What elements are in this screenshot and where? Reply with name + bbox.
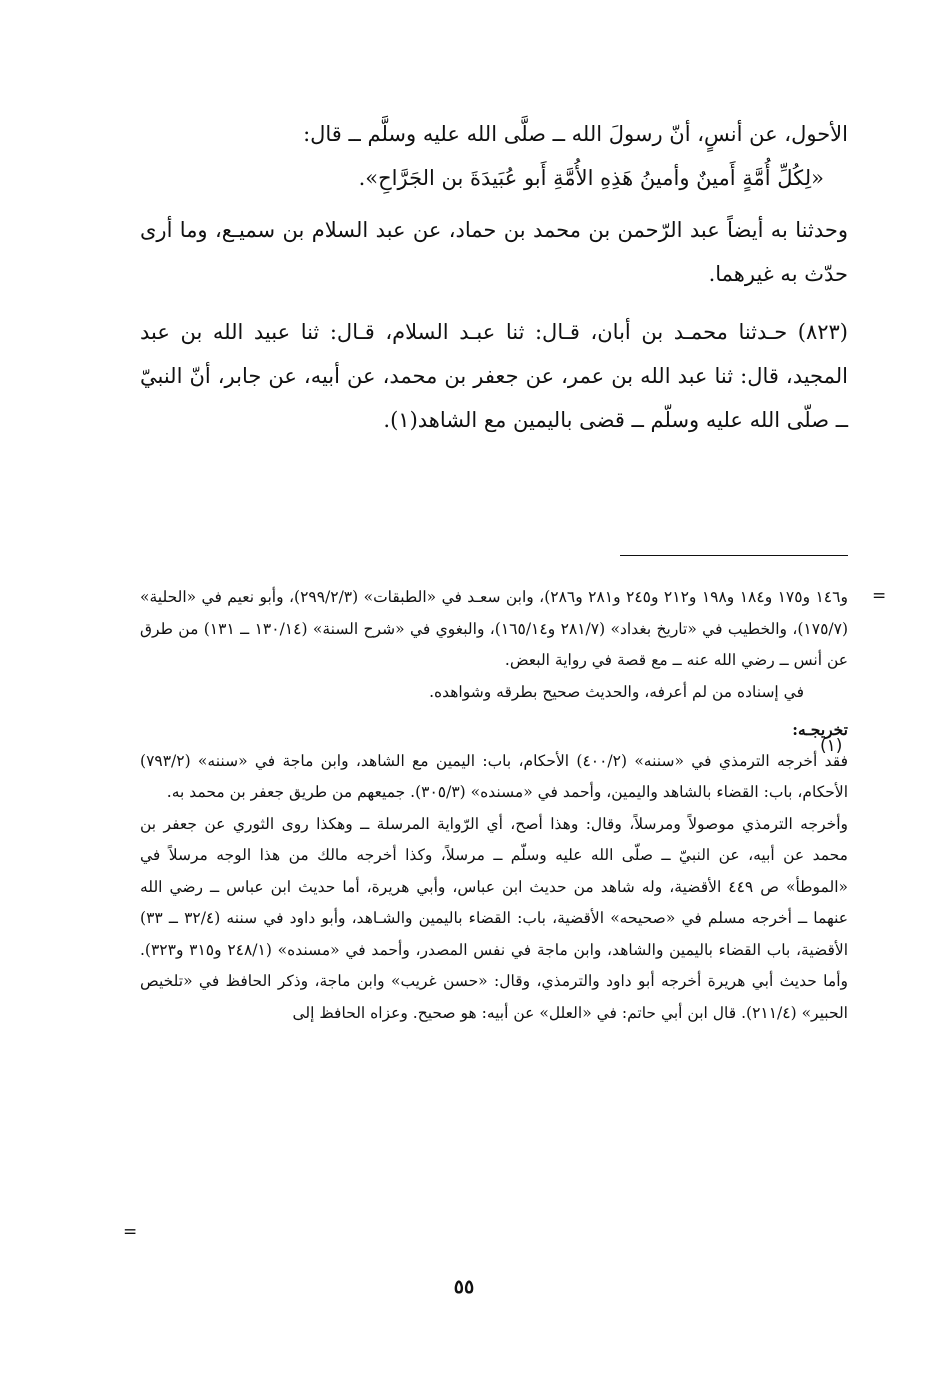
paragraph-hadith-quote: «لِكُلِّ أُمَّةٍ أَمينٌ وأمينُ هَذِهِ الأُمَّةِ أَبو عُبَيدَةَ بن الجَرَّاحِ».	[358, 166, 824, 190]
paragraph-hadith-intro: الأحول، عن أنسٍ، أنّ رسولَ الله ــ صلَّى الله عليه وسلَّم ــ قال:	[303, 122, 848, 146]
takhrij-label: تخريجـه:	[792, 720, 848, 739]
paragraph-chain: وحدثنا به أيضاً عبد الرّحمن بن محمد بن حماد، عن عبد السلام بن سميـع، وما أرى حدّث به غيرهما.	[140, 218, 848, 286]
footnote-1-number: (١)	[820, 736, 843, 756]
footnote-1: في إسناده من لم أعرفه، والحديث صحيح بطرقه وشواهده.	[429, 682, 804, 701]
takhrij-paragraph-2: وأخرجه الترمذي موصولاً ومرسلاً، وقال: وهذا أصح، أي الرّواية المرسلة ــ وهكذا روى الثوري عن جعفر بن محمد عن أبيه، عن النبيّ ــ صلّى الله عليه وسلّم ــ مرسلاً، وكذا أخرجه مالك من هذا الوجه مرسلاً في «الموطأ» ص ٤٤٩ الأقضية، وله شاهد من حديث ابن عباس، وأبي هريرة، أما حديث ابن عباس ــ رضي الله عنهما ــ أخرجه مسلم في «صحيحه» الأقضية، باب: القضاء باليمين والشـاهد، وأبو داود في سننه (٣٢/٤ ــ ٣٣) الأقضية، باب القضاء باليمين والشاهد، وابن ماجة في نفس المصدر، وأحمد في «مسنده» (٢٤٨/١ و٣١٥ و٣٢٣). وأما حديث أبي هريرة أخرجه أبو داود والترمذي، وقال: «حسن غريب» وابن ماجة، وذكر الحافظ في «تلخيص الحبير» (٢١١/٤). قال ابن أبي حاتم: في «العلل» عن أبيه: هو صحيح. وعزاه الحافظ إلى	[140, 814, 849, 1022]
footnotes	[140, 582, 848, 1029]
end-continuation-marker: =	[123, 1222, 138, 1242]
takhrij-paragraph-1: فقد أخرجه الترمذي في «سننه» (٤٠٠/٢) الأحكام، باب: اليمين مع الشاهد، وابن ماجة في «سننه» (٧٩٣/٢) الأحكام، باب: القضاء بالشاهد واليمين، وأحمد في «مسنده» (٣٠٥/٣). جميعهم من طريق جعفر بن محمد به.	[140, 751, 848, 801]
main-text	[140, 112, 848, 442]
continuation-marker: =	[872, 586, 887, 606]
page-number: ٥٥	[453, 1276, 475, 1298]
footnote-continuation: و١٤٦ و١٧٥ و١٨٤ و١٩٨ و٢١٢ و٢٤٥ و٢٨١ و٢٨٦)، وابن سعـد في «الطبقات» (٢٩٩/٢/٣)، وأبو نعيم في «الحلية» (١٧٥/٧)، والخطيب في «تاريخ بغداد» (٢٨١/٧ و١٦٥/١٤)، والبغوي في «شرح السنة» (١٣٠/١٤ ــ ١٣١) من طرق عن أنس ــ رضي الله عنه ــ مع قصة في رواية البعض.	[140, 588, 849, 669]
footnote-divider	[620, 555, 848, 556]
paragraph-hadith-823: (٨٢٣) حـدثنا محمـد بن أبان، قـال: ثنا عبـد السلام، قـال: ثنا عبيد الله بن عبد المجيد، قال: ثنا عبد الله بن عمر، عن جعفر بن محمد، عن أبيه، عن جابر، أنّ النبيّ ــ صلّى الله عليه وسلّم ــ قضى باليمين مع الشاهد(١).	[140, 320, 848, 432]
